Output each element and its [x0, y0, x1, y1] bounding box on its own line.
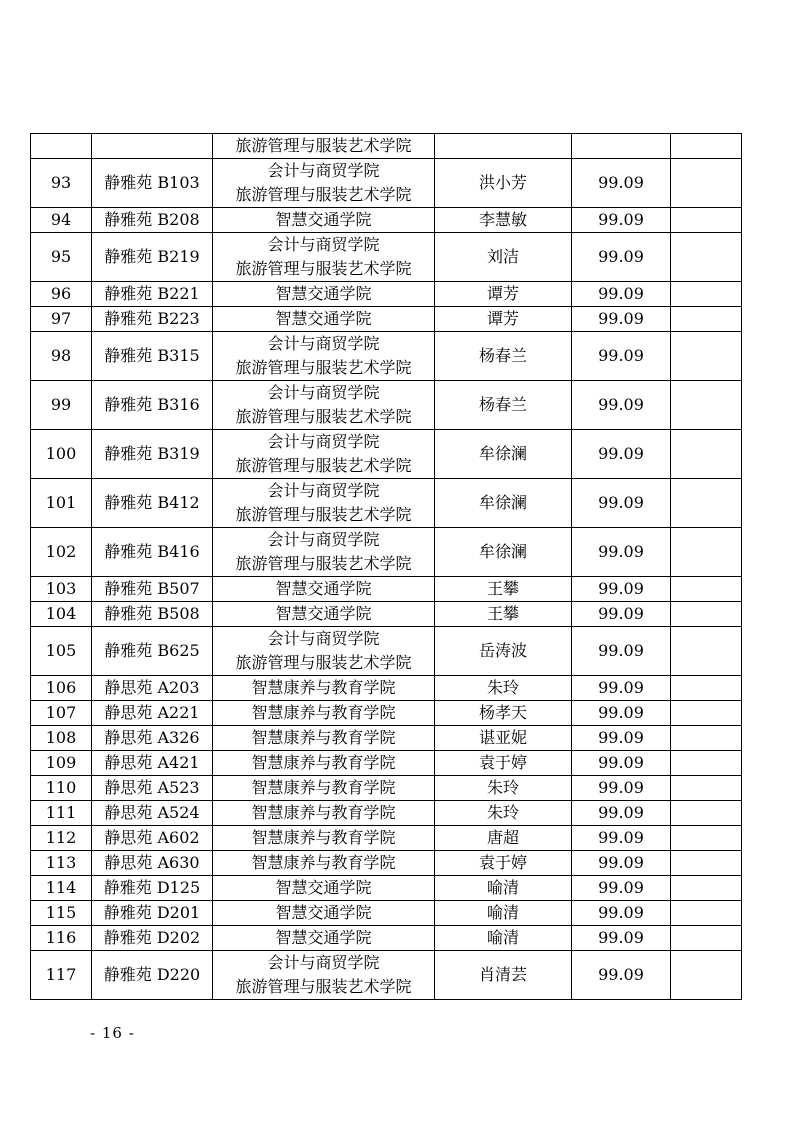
dorm-room-cell: 静雅苑 B625: [92, 627, 213, 676]
remarks-cell: [671, 926, 742, 951]
college-line: 会计与商贸学院: [267, 481, 380, 500]
remarks-cell: [671, 627, 742, 676]
remarks-cell: [671, 726, 742, 751]
remarks-cell: [671, 430, 742, 479]
row-number-cell: 113: [31, 851, 92, 876]
remarks-cell: [671, 801, 742, 826]
counselor-name-cell: 喻清: [435, 901, 572, 926]
counselor-name-cell: 朱玲: [435, 776, 572, 801]
college-line: 会计与商贸学院: [267, 334, 380, 353]
table-row: [31, 826, 742, 851]
table-row: [31, 801, 742, 826]
counselor-name-cell: 朱玲: [435, 676, 572, 701]
college-cell: [213, 801, 435, 826]
row-number-cell: 99: [31, 381, 92, 430]
dorm-room-cell: 静思苑 A630: [92, 851, 213, 876]
score-cell: 99.09: [572, 751, 671, 776]
counselor-name-cell: 岳涛波: [435, 627, 572, 676]
dorm-room-cell: 静雅苑 B103: [92, 159, 213, 208]
dorm-room-cell: 静雅苑 D220: [92, 951, 213, 1000]
college-cell: [213, 479, 435, 528]
college-cell: [213, 381, 435, 430]
remarks-cell: [671, 159, 742, 208]
college-cell: [213, 926, 435, 951]
counselor-name-cell: 袁于婷: [435, 851, 572, 876]
row-number-cell: 105: [31, 627, 92, 676]
table-row: [31, 627, 742, 676]
table-row: [31, 676, 742, 701]
counselor-name-cell: [435, 134, 572, 159]
college-line: 会计与商贸学院: [267, 432, 380, 451]
dorm-room-cell: 静雅苑 B219: [92, 233, 213, 282]
counselor-name-cell: 李慧敏: [435, 208, 572, 233]
college-line: 智慧交通学院: [275, 210, 372, 229]
remarks-cell: [671, 208, 742, 233]
score-cell: 99.09: [572, 577, 671, 602]
table-row: [31, 876, 742, 901]
table-row: [31, 479, 742, 528]
row-number-cell: 108: [31, 726, 92, 751]
row-number-cell: 100: [31, 430, 92, 479]
row-number-cell: 93: [31, 159, 92, 208]
counselor-name-cell: 杨孝天: [435, 701, 572, 726]
college-line: 智慧交通学院: [275, 928, 372, 947]
dorm-room-cell: 静雅苑 D125: [92, 876, 213, 901]
row-number-cell: 94: [31, 208, 92, 233]
score-cell: 99.09: [572, 282, 671, 307]
table-row: [31, 577, 742, 602]
remarks-cell: [671, 776, 742, 801]
dorm-room-cell: 静雅苑 B315: [92, 332, 213, 381]
dorm-room-cell: 静雅苑 D201: [92, 901, 213, 926]
college-line: 智慧交通学院: [275, 579, 372, 598]
remarks-cell: [671, 851, 742, 876]
row-number-cell: [31, 134, 92, 159]
table-row: [31, 430, 742, 479]
dorm-room-cell: 静雅苑 B223: [92, 307, 213, 332]
college-cell: [213, 951, 435, 1000]
score-cell: 99.09: [572, 233, 671, 282]
college-cell: [213, 233, 435, 282]
college-line: 会计与商贸学院: [267, 530, 380, 549]
college-cell: [213, 332, 435, 381]
remarks-cell: [671, 381, 742, 430]
counselor-name-cell: 喻清: [435, 926, 572, 951]
dorm-room-cell: 静思苑 A203: [92, 676, 213, 701]
college-line: 智慧交通学院: [275, 903, 372, 922]
row-number-cell: 98: [31, 332, 92, 381]
college-cell: [213, 851, 435, 876]
table-row: [31, 901, 742, 926]
table-row: [31, 951, 742, 1000]
college-line: 会计与商贸学院: [267, 629, 380, 648]
counselor-name-cell: 牟徐澜: [435, 430, 572, 479]
table-row: [31, 307, 742, 332]
college-cell: [213, 901, 435, 926]
college-cell: [213, 307, 435, 332]
college-line: 智慧交通学院: [275, 284, 372, 303]
college-cell: [213, 208, 435, 233]
remarks-cell: [671, 233, 742, 282]
score-cell: 99.09: [572, 901, 671, 926]
score-cell: [572, 134, 671, 159]
counselor-name-cell: 唐超: [435, 826, 572, 851]
dorm-room-cell: 静思苑 A523: [92, 776, 213, 801]
score-cell: 99.09: [572, 851, 671, 876]
table-row: [31, 134, 742, 159]
row-number-cell: 96: [31, 282, 92, 307]
table-row: [31, 332, 742, 381]
row-number-cell: 103: [31, 577, 92, 602]
table-row: [31, 776, 742, 801]
page-number: - 16 -: [90, 1024, 135, 1042]
college-cell: [213, 726, 435, 751]
score-cell: 99.09: [572, 159, 671, 208]
counselor-name-cell: 朱玲: [435, 801, 572, 826]
score-cell: 99.09: [572, 381, 671, 430]
dorm-room-cell: 静雅苑 D202: [92, 926, 213, 951]
college-cell: [213, 627, 435, 676]
college-cell: [213, 577, 435, 602]
score-cell: 99.09: [572, 208, 671, 233]
college-cell: [213, 826, 435, 851]
college-line: 旅游管理与服装艺术学院: [235, 185, 412, 204]
dorm-room-cell: 静雅苑 B416: [92, 528, 213, 577]
college-line: 智慧康养与教育学院: [251, 828, 396, 847]
dorm-room-cell: 静思苑 A602: [92, 826, 213, 851]
table-row: [31, 528, 742, 577]
dormitory-score-table: [30, 133, 742, 1000]
college-line: 智慧康养与教育学院: [251, 803, 396, 822]
college-line: 旅游管理与服装艺术学院: [235, 653, 412, 672]
table-row: [31, 233, 742, 282]
score-cell: 99.09: [572, 726, 671, 751]
counselor-name-cell: 洪小芳: [435, 159, 572, 208]
dorm-room-cell: 静思苑 A326: [92, 726, 213, 751]
college-line: 会计与商贸学院: [267, 953, 380, 972]
dorm-room-cell: 静雅苑 B221: [92, 282, 213, 307]
remarks-cell: [671, 479, 742, 528]
remarks-cell: [671, 701, 742, 726]
college-line: 智慧康养与教育学院: [251, 778, 396, 797]
remarks-cell: [671, 751, 742, 776]
college-cell: [213, 159, 435, 208]
college-line: 旅游管理与服装艺术学院: [235, 358, 412, 377]
row-number-cell: 95: [31, 233, 92, 282]
dorm-room-cell: 静雅苑 B316: [92, 381, 213, 430]
score-cell: 99.09: [572, 332, 671, 381]
remarks-cell: [671, 826, 742, 851]
score-cell: 99.09: [572, 701, 671, 726]
remarks-cell: [671, 676, 742, 701]
college-cell: [213, 701, 435, 726]
college-line: 旅游管理与服装艺术学院: [235, 407, 412, 426]
row-number-cell: 102: [31, 528, 92, 577]
college-cell: [213, 776, 435, 801]
row-number-cell: 97: [31, 307, 92, 332]
table-row: [31, 726, 742, 751]
row-number-cell: 109: [31, 751, 92, 776]
college-cell: [213, 751, 435, 776]
score-cell: 99.09: [572, 826, 671, 851]
counselor-name-cell: 牟徐澜: [435, 528, 572, 577]
row-number-cell: 111: [31, 801, 92, 826]
score-cell: 99.09: [572, 627, 671, 676]
score-cell: 99.09: [572, 676, 671, 701]
remarks-cell: [671, 577, 742, 602]
remarks-cell: [671, 876, 742, 901]
score-cell: 99.09: [572, 776, 671, 801]
counselor-name-cell: 谭芳: [435, 282, 572, 307]
row-number-cell: 110: [31, 776, 92, 801]
table-row: [31, 751, 742, 776]
college-line: 旅游管理与服装艺术学院: [235, 977, 412, 996]
college-line: 旅游管理与服装艺术学院: [235, 554, 412, 573]
college-line: 旅游管理与服装艺术学院: [235, 136, 412, 155]
dorm-room-cell: 静思苑 A421: [92, 751, 213, 776]
dorm-room-cell: 静雅苑 B319: [92, 430, 213, 479]
remarks-cell: [671, 901, 742, 926]
college-line: 智慧交通学院: [275, 604, 372, 623]
college-line: 会计与商贸学院: [267, 235, 380, 254]
score-cell: 99.09: [572, 430, 671, 479]
college-line: 旅游管理与服装艺术学院: [235, 259, 412, 278]
college-cell: [213, 430, 435, 479]
score-cell: 99.09: [572, 876, 671, 901]
remarks-cell: [671, 282, 742, 307]
college-cell: [213, 602, 435, 627]
score-cell: 99.09: [572, 307, 671, 332]
row-number-cell: 116: [31, 926, 92, 951]
row-number-cell: 114: [31, 876, 92, 901]
remarks-cell: [671, 307, 742, 332]
dorm-room-cell: [92, 134, 213, 159]
row-number-cell: 106: [31, 676, 92, 701]
table-row: [31, 208, 742, 233]
score-cell: 99.09: [572, 528, 671, 577]
counselor-name-cell: 喻清: [435, 876, 572, 901]
counselor-name-cell: 王攀: [435, 577, 572, 602]
row-number-cell: 112: [31, 826, 92, 851]
college-line: 旅游管理与服装艺术学院: [235, 505, 412, 524]
table-row: [31, 602, 742, 627]
college-line: 智慧康养与教育学院: [251, 728, 396, 747]
college-line: 智慧康养与教育学院: [251, 678, 396, 697]
row-number-cell: 107: [31, 701, 92, 726]
remarks-cell: [671, 951, 742, 1000]
college-cell: [213, 282, 435, 307]
counselor-name-cell: 杨春兰: [435, 381, 572, 430]
table-row: [31, 282, 742, 307]
college-cell: [213, 876, 435, 901]
dorm-room-cell: 静雅苑 B508: [92, 602, 213, 627]
college-cell: [213, 134, 435, 159]
score-cell: 99.09: [572, 951, 671, 1000]
college-line: 会计与商贸学院: [267, 161, 380, 180]
college-line: 智慧交通学院: [275, 309, 372, 328]
dorm-room-cell: 静思苑 A221: [92, 701, 213, 726]
college-line: 智慧康养与教育学院: [251, 753, 396, 772]
counselor-name-cell: 王攀: [435, 602, 572, 627]
row-number-cell: 104: [31, 602, 92, 627]
counselor-name-cell: 肖清芸: [435, 951, 572, 1000]
table-row: [31, 926, 742, 951]
counselor-name-cell: 袁于婷: [435, 751, 572, 776]
college-cell: [213, 528, 435, 577]
remarks-cell: [671, 134, 742, 159]
counselor-name-cell: 刘洁: [435, 233, 572, 282]
table-row: [31, 381, 742, 430]
college-line: 旅游管理与服装艺术学院: [235, 456, 412, 475]
row-number-cell: 117: [31, 951, 92, 1000]
counselor-name-cell: 谌亚妮: [435, 726, 572, 751]
dorm-room-cell: 静雅苑 B507: [92, 577, 213, 602]
row-number-cell: 101: [31, 479, 92, 528]
table-row: [31, 851, 742, 876]
table-row: [31, 701, 742, 726]
row-number-cell: 115: [31, 901, 92, 926]
dorm-room-cell: 静雅苑 B412: [92, 479, 213, 528]
college-line: 智慧交通学院: [275, 878, 372, 897]
counselor-name-cell: 谭芳: [435, 307, 572, 332]
remarks-cell: [671, 332, 742, 381]
college-line: 会计与商贸学院: [267, 383, 380, 402]
score-cell: 99.09: [572, 602, 671, 627]
dorm-room-cell: 静思苑 A524: [92, 801, 213, 826]
score-cell: 99.09: [572, 479, 671, 528]
college-line: 智慧康养与教育学院: [251, 703, 396, 722]
remarks-cell: [671, 602, 742, 627]
counselor-name-cell: 杨春兰: [435, 332, 572, 381]
table-row: [31, 159, 742, 208]
counselor-name-cell: 牟徐澜: [435, 479, 572, 528]
score-cell: 99.09: [572, 926, 671, 951]
dorm-room-cell: 静雅苑 B208: [92, 208, 213, 233]
college-cell: [213, 676, 435, 701]
score-cell: 99.09: [572, 801, 671, 826]
remarks-cell: [671, 528, 742, 577]
college-line: 智慧康养与教育学院: [251, 853, 396, 872]
